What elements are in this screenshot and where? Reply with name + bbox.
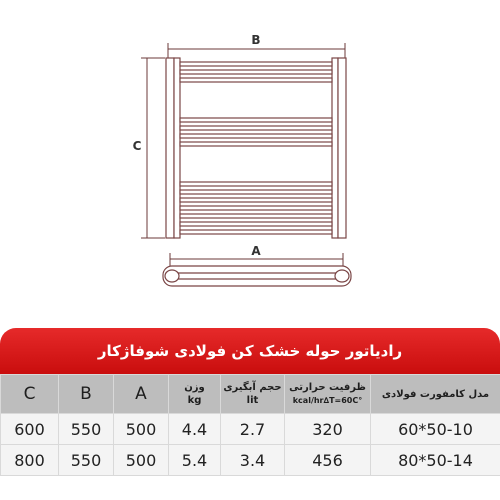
cell-model: 80*50-14 [371,445,500,476]
header-water-volume-unit: lit [246,395,259,406]
header-b: B [59,375,114,414]
cell-a: 500 [114,414,169,445]
header-c: C [1,375,59,414]
product-title-bar [0,328,500,374]
cell-heat: 320 [285,414,371,445]
cell-heat: 456 [285,445,371,476]
left-column [166,58,174,238]
header-heat-capacity-unit: kcal/hr∆T=60C° [292,396,363,405]
table-header-row [1,375,500,414]
dimension-c-label: C [132,139,142,153]
cell-weight: 5.4 [169,445,221,476]
cell-model: 60*50-10 [371,414,500,445]
cell-c: 600 [1,414,59,445]
dimension-a-label: A [251,244,261,258]
cell-water: 3.4 [221,445,285,476]
dimension-c [141,58,165,238]
radiator-front-view [166,58,346,238]
header-a: A [114,375,169,414]
cell-weight: 4.4 [169,414,221,445]
header-model: مدل کامفورت فولادی [371,375,500,414]
header-water-volume-fa: حجم آبگیری [223,382,282,393]
rails [180,62,332,234]
table-row [1,414,500,445]
header-water-volume [221,375,285,414]
product-title: رادیاتور حوله خشک کن فولادی شوفاژکار [97,342,403,360]
radiator-top-view [163,266,351,286]
cell-water: 2.7 [221,414,285,445]
right-column [332,58,338,238]
cell-c: 800 [1,445,59,476]
header-weight-unit: kg [187,395,202,406]
header-weight-fa: وزن [184,382,205,393]
header-weight [169,375,221,414]
specifications-table [0,374,500,476]
cell-b: 550 [59,445,114,476]
cell-b: 550 [59,414,114,445]
dimension-b-label: B [251,33,261,47]
table-row [1,445,500,476]
header-heat-capacity [285,375,371,414]
cell-a: 500 [114,445,169,476]
header-heat-capacity-fa: ظرفیت حرارتی [289,382,366,393]
